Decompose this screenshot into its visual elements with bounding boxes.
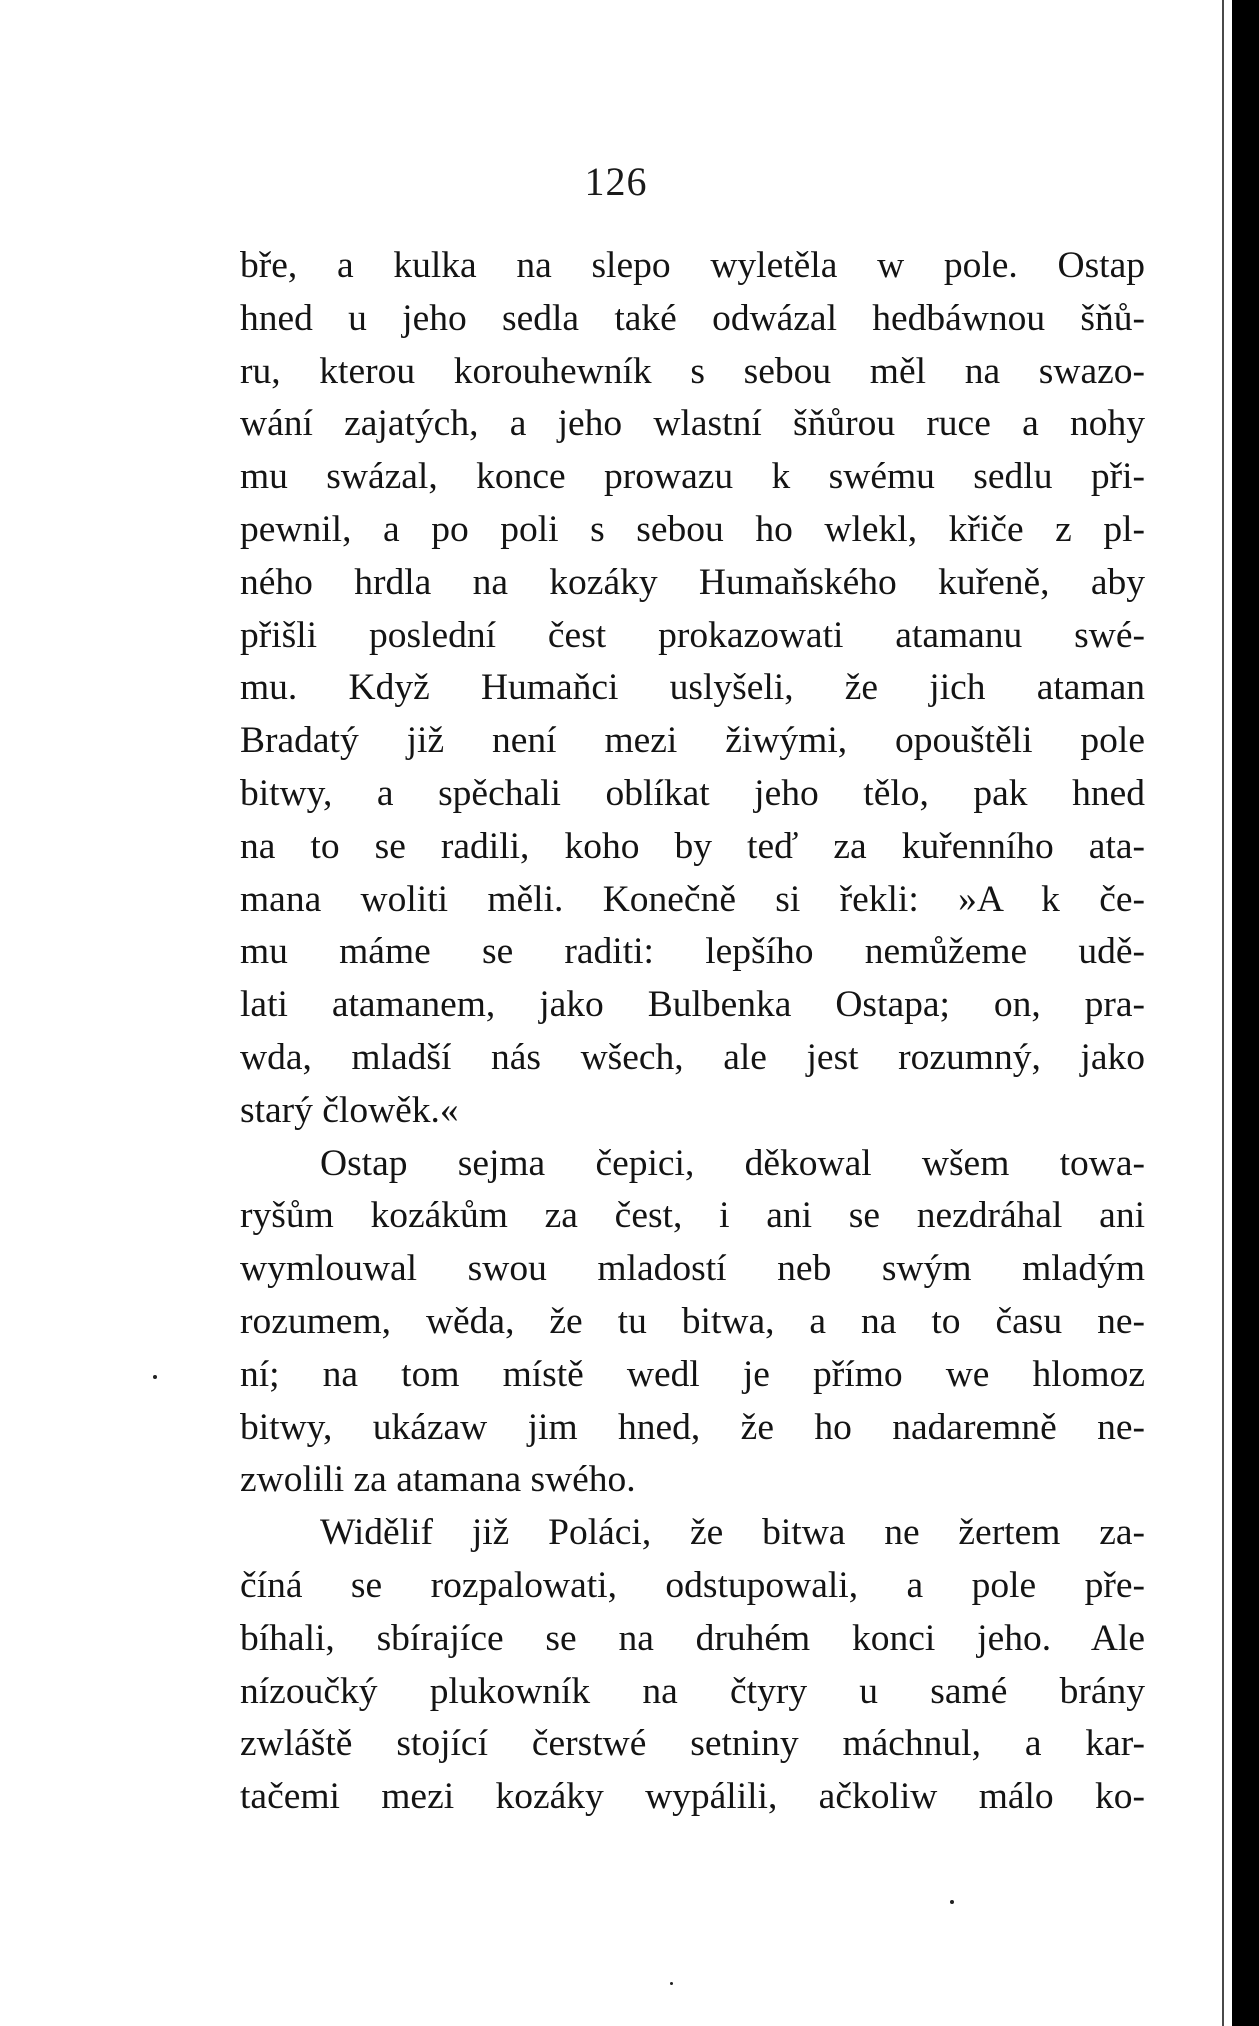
text-line: lati atamanem, jako Bulbenka Ostapa; on, pra-: [240, 984, 1145, 1026]
ink-speck: [153, 1375, 157, 1379]
text-line: Bradatý již není mezi žiwými, opouštěli pole: [240, 720, 1145, 762]
text-line: zwláště stojící čerstwé setniny máchnul, a kar-: [240, 1723, 1145, 1765]
text-line: Widělif již Poláci, že bitwa ne žertem za-: [320, 1512, 1145, 1554]
text-line: ru, kterou korouhewník s sebou měl na swazo-: [240, 350, 1145, 392]
text-line: nízoučký plukowník na čtyry u samé brány: [240, 1670, 1145, 1712]
text-line: ného hrdla na kozáky Humaňského kuřeně, aby: [240, 561, 1145, 603]
text-line: rozumem, wěda, že tu bitwa, a na to času ne-: [240, 1300, 1145, 1342]
text-line: hned u jeho sedla také odwázal hedbáwnou šňů-: [240, 297, 1145, 339]
text-line: číná se rozpalowati, odstupowali, a pole pře-: [240, 1564, 1145, 1606]
text-line: starý člowěk.«: [240, 1089, 459, 1131]
scan-border: [1232, 0, 1259, 2026]
text-line: bitwy, ukázaw jim hned, že ho nadaremně ne-: [240, 1406, 1145, 1448]
page-edge-line: [1222, 0, 1224, 2026]
text-line: ryšům kozákům za čest, i ani se nezdráhal ani: [240, 1195, 1145, 1237]
text-line: mana woliti měli. Konečně si řekli: »A k če-: [240, 878, 1145, 920]
text-line: na to se radili, koho by teď za kuřenního ata-: [240, 825, 1145, 867]
text-line: ní; na tom místě wedl je přímo we hlomoz: [240, 1353, 1145, 1395]
text-line: mu swázal, konce prowazu k swému sedlu při-: [240, 456, 1145, 498]
ink-speck: [670, 1982, 673, 1985]
text-line: tačemi mezi kozáky wypálili, ačkoliw málo ko-: [240, 1776, 1145, 1818]
text-line: bitwy, a spěchali oblíkat jeho tělo, pak hned: [240, 772, 1145, 814]
ink-speck: [950, 1900, 954, 1904]
text-line: mu. Když Humaňci uslyšeli, že jich ataman: [240, 667, 1145, 709]
page-number: 126: [584, 159, 648, 204]
text-line: wda, mladší nás wšech, ale jest rozumný, jako: [240, 1036, 1145, 1078]
body-text: [240, 240, 1145, 1824]
text-line: zwolili za atamana swého.: [240, 1459, 636, 1501]
text-line: pewnil, a po poli s sebou ho wlekl, křiče z pl-: [240, 508, 1145, 550]
text-line: bře, a kulka na slepo wyletěla w pole. Ostap: [240, 245, 1145, 286]
text-line: bíhali, sbírajíce se na druhém konci jeho. Ale: [240, 1617, 1145, 1659]
text-line: Ostap sejma čepici, děkowal wšem towa-: [320, 1142, 1145, 1184]
text-line: přišli poslední čest prokazowati atamanu swé-: [240, 614, 1145, 656]
text-line: wymlouwal swou mladostí neb swým mladým: [240, 1248, 1145, 1290]
text-line: mu máme se raditi: lepšího nemůžeme udě-: [240, 931, 1145, 973]
text-line: wání zajatých, a jeho wlastní šňůrou ruce a nohy: [240, 403, 1145, 445]
